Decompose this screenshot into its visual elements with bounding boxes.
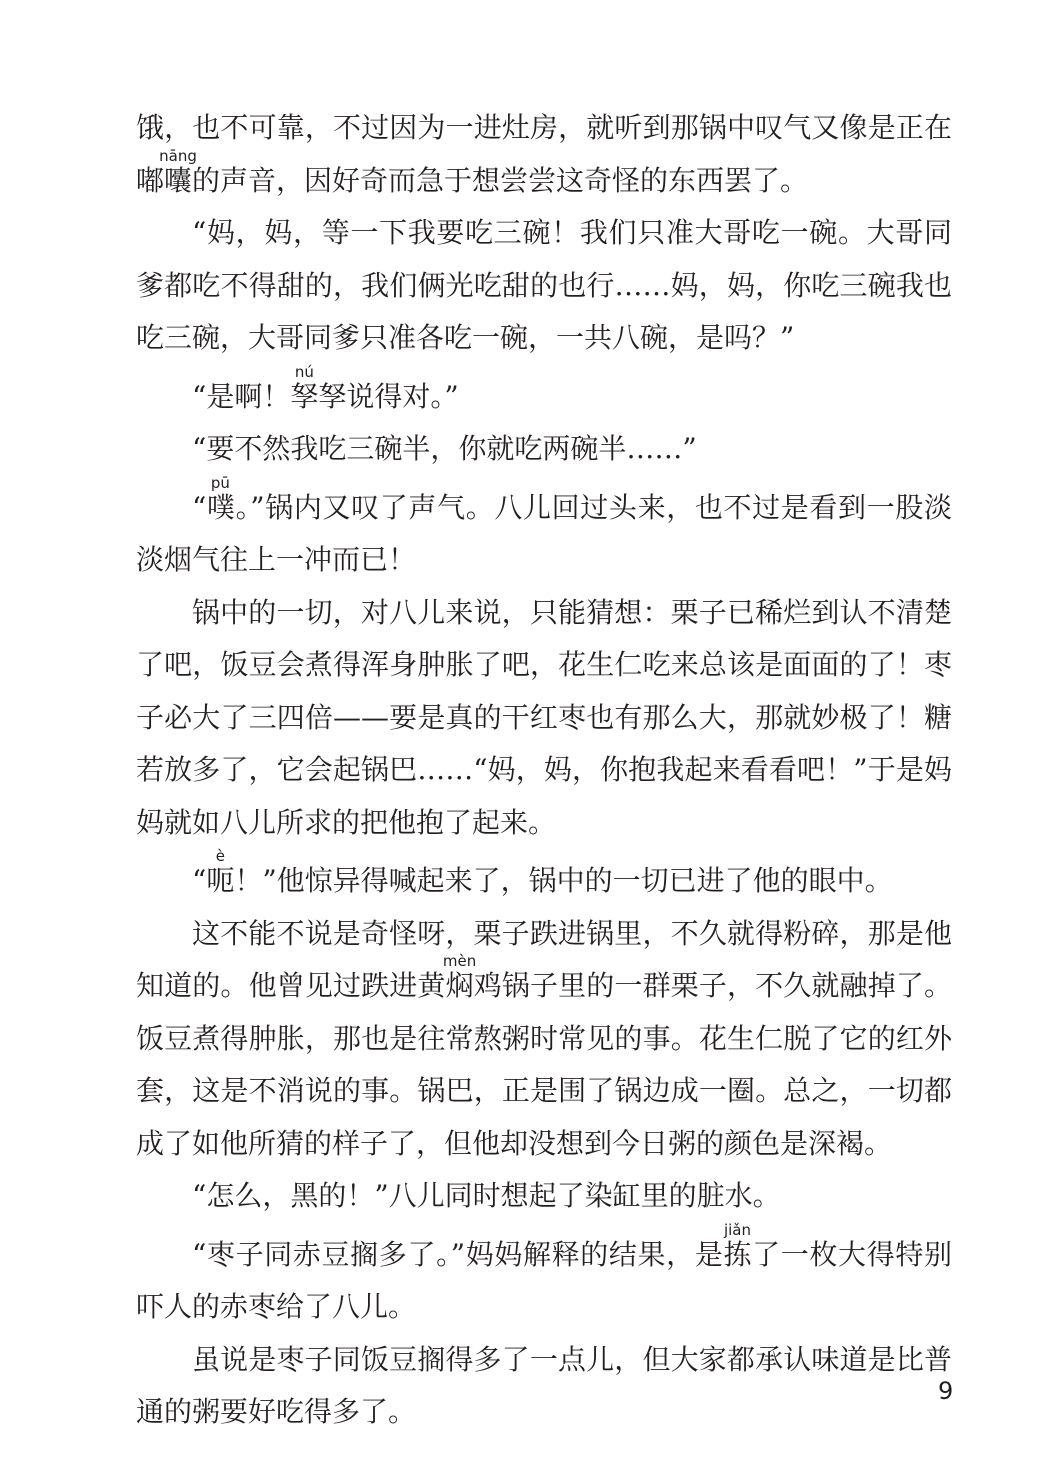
paragraph: 锅中的一切，对八儿来说，只能猜想：栗子已稀烂到认不清楚了吧，饭豆会煮得浑身肿胀了吧，花生仁吃来总该是面面的了！枣子必大了三四倍——要是真的干红枣也有那么大，那就妙极了！糖若放多了，它会起锅巴……“妈，妈，你抱我起来看看吧！”于是妈妈就如八儿所求的把他抱了起来。 bbox=[136, 595, 952, 839]
paragraph: “是啊！孥nú孥说得对。” bbox=[192, 362, 459, 413]
paragraph: “枣子同赤豆搁多了。”妈妈解释的结果，是拣jiǎn了一枚大得特别吓人的赤枣给了八儿。 bbox=[136, 1220, 952, 1323]
paragraph: 这不能不说是奇怪呀，栗子跌进锅里，不久就得粉碎，那是他知道的。他曾见过跌进黄焖mèn鸡锅子里的一群栗子，不久就融掉了。饭豆煮得肿胀，那也是往常熬粥时常见的事。花生仁脱了它的红外套，这是不消说的事。锅巴，正是围了锅边成一圈。总之，一切都成了如他所猜的样子了，但他却没想到今日粥的颜色是深褐。 bbox=[136, 916, 952, 1160]
pinyin-annotation: 孥nú bbox=[290, 362, 319, 413]
pinyin-annotation: 拣jiǎn bbox=[723, 1220, 753, 1271]
paragraph: “怎么，黑的！”八儿同时想起了染缸里的脏水。 bbox=[192, 1179, 781, 1212]
book-page bbox=[136, 0, 952, 1475]
pinyin-annotation: 焖mèn bbox=[442, 952, 477, 1002]
text-body bbox=[136, 207, 952, 1439]
paragraph: “呃è！”他惊异得喊起来了，锅中的一切已进了他的眼中。 bbox=[192, 847, 893, 897]
page-number: 9 bbox=[938, 1377, 954, 1405]
pinyin-annotation: 囔nāng bbox=[159, 146, 197, 197]
paragraph: “噗pū。”锅内又叹了声气。八儿回过头来，也不过是看到一股淡淡烟气往上一冲而已！ bbox=[136, 473, 952, 576]
pinyin-annotation: 噗pū bbox=[206, 473, 236, 524]
paragraph: “要不然我吃三碗半，你就吃两碗半……” bbox=[192, 432, 697, 465]
pinyin-annotation: 呃è bbox=[206, 847, 235, 897]
paragraph: “妈，妈，等一下我要吃三碗！我们只准大哥吃一碗。大哥同爹都吃不得甜的，我们俩光吃甜的也行……妈，妈，你吃三碗我也吃三碗，大哥同爹只准各吃一碗，一共八碗，是吗？” bbox=[136, 216, 952, 354]
paragraph-continued: 饿，也不可靠，不过因为一进灶房，就听到那锅中叹气又像是正在嘟囔nāng的声音，因好奇而急于想尝尝这奇怪的东西罢了。 bbox=[136, 111, 952, 197]
paragraph: 虽说是枣子同饭豆搁得多了一点儿，但大家都承认味道是比普通的粥要好吃得多了。 bbox=[136, 1342, 952, 1428]
